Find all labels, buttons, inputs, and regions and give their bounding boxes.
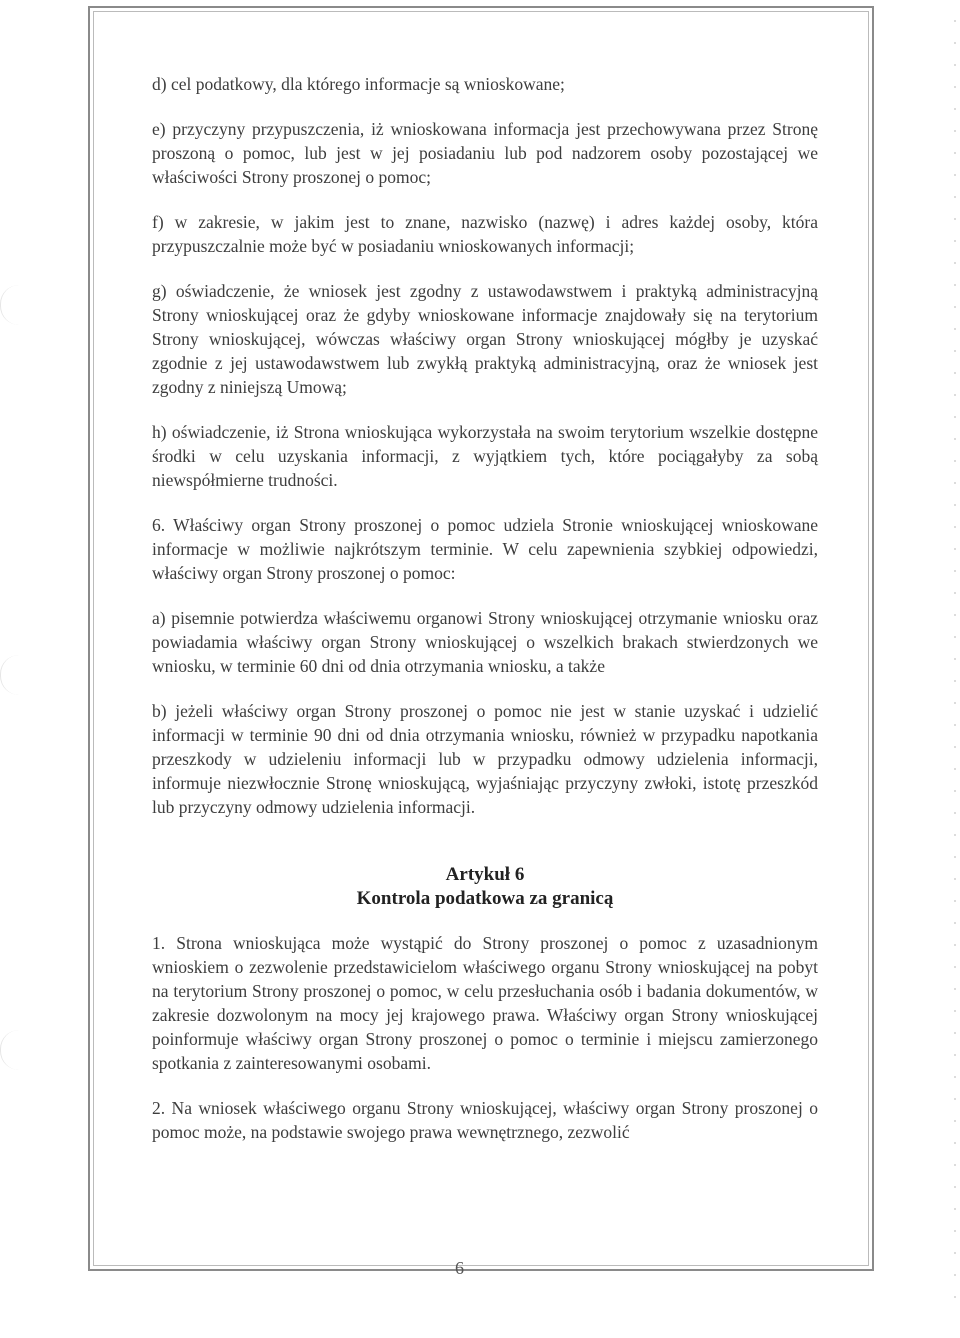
- article-title: Artykuł 6: [445, 864, 525, 885]
- paragraph-d: d) cel podatkowy, dla którego informacje są wnioskowane;: [152, 74, 565, 94]
- paragraph-2: 2. Na wniosek właściwego organu Strony wnioskującej, właściwy organ Strony proszonej o pomoc może, na podstawie swojego prawa wewnętrznego, zezwolić: [152, 1098, 818, 1142]
- paragraph-h: h) oświadczenie, iż Strona wnioskująca wykorzystała na swoim terytorium wszelkie dostępne środki w celu uzyskania informacji, z wyjątkiem tych, które pociągałyby za sobą niewspółmierne trudności.: [152, 422, 818, 490]
- paragraph-a: a) pisemnie potwierdza właściwemu organowi Strony wnioskującej otrzymanie wniosku oraz powiadamia właściwy organ Strony wnioskującej o wszelkich brakach stwierdzonych we wniosku, w terminie 60 dni od dnia otrzymania wniosku, a także: [152, 608, 818, 676]
- binding-hole-mark: [0, 285, 19, 325]
- binding-hole-mark: [0, 1030, 19, 1070]
- page-number: 6: [455, 1258, 464, 1278]
- paragraph-e: e) przyczyny przypuszczenia, iż wnioskowana informacja jest przechowywana przez Stronę proszoną o pomoc, lub jest w jej posiadaniu lub pod nadzorem osoby pozostającej we właściwości Strony proszonej o pomoc;: [152, 119, 818, 187]
- paragraph-1: 1. Strona wnioskująca może wystąpić do Strony proszonej o pomoc z uzasadnionym wnioskiem o zezwolenie przedstawicielom właściwego organu Strony wnioskującej na pobyt na terytorium Strony proszonej o pomoc, w celu przesłuchania osób i badania dokumentów, w zakresie dozwolonym na mocy jej krajowego prawa. Właściwy organ Strony wnioskującej poinformuje właściwy organ Strony proszonej o pomoc o terminie i miejscu zamierzonego spotkania z zainteresowanymi osobami.: [152, 933, 818, 1073]
- paragraph-6: 6. Właściwy organ Strony proszonej o pomoc udziela Stronie wnioskującej wnioskowane informacje w możliwie najkrótszym terminie. W celu zapewnienia szybkiej odpowiedzi, właściwy organ Strony proszonej o pomoc:: [152, 515, 818, 583]
- paragraph-g: g) oświadczenie, że wniosek jest zgodny z ustawodawstwem i praktyką administracyjną Strony wnioskującej oraz że gdyby wnioskowane informacje znajdowały się na terytorium Strony wnioskującej, wówczas właściwy organ Strony wnioskującej mógłby je uzyskać zgodnie z jej ustawodawstwem lub zwykłą praktyką administracyjną, oraz że wniosek jest zgodny z niniejszą Umową;: [152, 281, 818, 397]
- scan-edge-marks: [954, 20, 956, 1300]
- paragraph-f: f) w zakresie, w jakim jest to znane, nazwisko (nazwę) i adres każdej osoby, która przypuszczalnie może być w posiadaniu wnioskowanych informacji;: [152, 212, 818, 256]
- binding-hole-mark: [0, 655, 19, 695]
- article-heading: [152, 863, 818, 911]
- paragraph-b: b) jeżeli właściwy organ Strony proszonej o pomoc nie jest w stanie uzyskać i udzielić informacji w terminie 90 dni od dnia otrzymania wniosku, również w przypadku napotkania przeszkody w udzieleniu informacji lub w przypadku odmowy udzielenia informacji, informuje niezwłocznie Stronę wnioskującą, wyjaśniając przyczyny zwłoki, istotę przeszkód lub przyczyny odmowy udzielenia informacji.: [152, 701, 818, 817]
- document-body: [152, 72, 818, 1165]
- article-subtitle: Kontrola podatkowa za granicą: [356, 888, 614, 909]
